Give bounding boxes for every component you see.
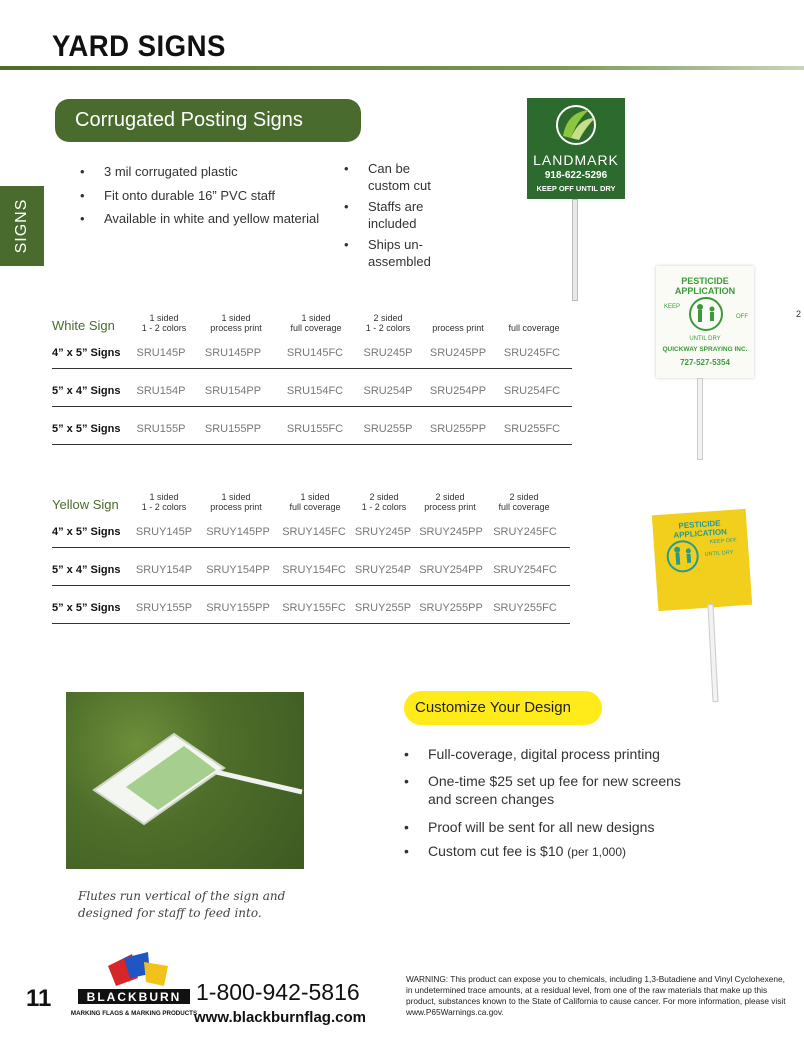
page-title: YARD SIGNS (52, 30, 226, 63)
feature-item: • Available in white and yellow material (104, 210, 319, 234)
table-header (52, 305, 572, 333)
sign-on-grass-photo (66, 692, 304, 869)
feature-item: • Fit onto durable 16” PVC staff (104, 187, 319, 211)
family-icon (664, 538, 702, 574)
column-header (415, 492, 485, 512)
sku-cell: SRUY145P (135, 526, 193, 538)
column-header (353, 313, 423, 333)
customize-item (428, 842, 688, 861)
sign-heading (656, 276, 754, 296)
column-header-line2: full coverage (289, 502, 341, 512)
size-cell: 4” x 5” Signs (52, 347, 121, 359)
column-header-line1: 2 sided (509, 492, 539, 502)
size-cell: 5” x 5” Signs (52, 602, 121, 614)
table-row (52, 586, 570, 624)
sign-stake (707, 604, 718, 702)
sku-cell: SRU155PP (204, 423, 262, 435)
margin-number: 2 (796, 309, 802, 319)
sku-cell: SRU245PP (429, 347, 487, 359)
column-header-line2: process print (432, 323, 484, 333)
sku-cell: SRUY155FC (282, 602, 346, 614)
column-header (201, 492, 271, 512)
logo-text: BLACKBURN (86, 990, 182, 1004)
sku-cell: SRUY245FC (493, 526, 557, 538)
column-header-line1: 1 sided (149, 492, 179, 502)
sku-cell: SRUY254FC (493, 564, 557, 576)
sku-cell: SRUY254P (354, 564, 412, 576)
landmark-sign-image (527, 98, 625, 199)
sign-phone: 727-527-5354 (680, 358, 730, 367)
sku-cell: SRU145PP (204, 347, 262, 359)
table-label: Yellow Sign (52, 497, 119, 512)
customize-list (428, 745, 688, 861)
column-header-line1: 2 sided (435, 492, 465, 502)
column-header (280, 492, 350, 512)
column-header (281, 313, 351, 333)
side-tab (0, 186, 44, 266)
section-title: Corrugated Posting Signs (55, 99, 361, 142)
feature-item: • Staffs are included (368, 198, 448, 232)
logo-subtext: MARKING FLAGS & MARKING PRODUCTS (70, 1010, 198, 1017)
column-header-line1: 1 sided (149, 313, 179, 323)
column-header-line1: 1 sided (221, 313, 251, 323)
column-header-line1: 2 sided (373, 313, 403, 323)
column-header-line2: 1 - 2 colors (365, 323, 411, 333)
sku-cell: SRUY245PP (419, 526, 483, 538)
sku-cell: SRUY154P (135, 564, 193, 576)
sku-cell: SRUY145PP (206, 526, 270, 538)
column-header-line2: process print (210, 502, 262, 512)
sku-cell: SRU255P (363, 423, 413, 435)
pesticide-white-sign-image (656, 266, 754, 378)
table-row (52, 333, 572, 369)
column-header (499, 313, 569, 333)
sku-cell: SRUY255FC (493, 602, 557, 614)
sku-cell: SRUY155P (135, 602, 193, 614)
column-header (349, 492, 419, 512)
yellow-sign-table (52, 484, 570, 624)
sign-heading-line2: APPLICATION (674, 286, 736, 296)
website-link[interactable]: www.blackburnflag.com (194, 1009, 366, 1026)
column-header-line1: 1 sided (301, 313, 331, 323)
column-header (489, 492, 559, 512)
column-header-line2: full coverage (508, 323, 560, 333)
sku-cell: SRU254PP (429, 385, 487, 397)
sign-keep: KEEP OFF (709, 537, 738, 546)
customize-item: • One-time $25 set up fee for new screens and screen changes (428, 772, 688, 808)
sku-cell: SRU255PP (429, 423, 487, 435)
sku-cell: SRUY154FC (282, 564, 346, 576)
sign-heading-line2: APPLICATION (673, 527, 728, 540)
photo-illustration (66, 692, 304, 869)
flags-icon (70, 952, 198, 1020)
table-label: White Sign (52, 318, 115, 333)
customize-item-text: Custom cut fee is $10 (428, 843, 564, 859)
column-header (201, 313, 271, 333)
size-cell: 5” x 4” Signs (52, 385, 121, 397)
table-row (52, 369, 572, 407)
feature-item: • Ships un-assembled (368, 236, 448, 270)
column-header-line2: process print (210, 323, 262, 333)
customize-item: • Full-coverage, digital process printing (428, 745, 688, 763)
sign-until: UNTIL DRY (704, 549, 734, 558)
title-divider (0, 66, 804, 70)
sku-cell: SRUY154PP (206, 564, 270, 576)
sku-cell: SRUY145FC (282, 526, 346, 538)
feature-item: • Can be custom cut (368, 160, 448, 194)
sign-company: QUICKWAY SPRAYING INC. (662, 346, 748, 353)
sku-cell: SRU154PP (204, 385, 262, 397)
column-header-line2: 1 - 2 colors (141, 502, 187, 512)
table-header (52, 484, 570, 512)
sign-off: OFF (736, 314, 748, 320)
sign-note: KEEP OFF UNTIL DRY (536, 184, 616, 193)
family-icon (686, 296, 726, 332)
column-header-line2: full coverage (498, 502, 550, 512)
column-header-line2: 1 - 2 colors (141, 323, 187, 333)
features-list-left (104, 163, 319, 234)
side-tab-label: SIGNS (13, 198, 30, 254)
sign-heading-line1: PESTICIDE (681, 276, 729, 286)
column-header (423, 313, 493, 333)
sku-cell: SRUY155PP (206, 602, 270, 614)
size-cell: 4” x 5” Signs (52, 526, 121, 538)
customize-heading: Customize Your Design (404, 691, 602, 725)
pesticide-yellow-sign-image (652, 509, 752, 611)
customize-item: • Proof will be sent for all new designs (428, 818, 688, 836)
sign-brand: LANDMARK (533, 152, 619, 168)
features-list-right (368, 160, 448, 274)
column-header-line1: 1 sided (300, 492, 330, 502)
sku-cell: SRU254FC (503, 385, 561, 397)
column-header-line2: process print (424, 502, 476, 512)
page-number: 11 (26, 985, 52, 1012)
size-cell: 5” x 4” Signs (52, 564, 121, 576)
sign-phone: 918-622-5296 (544, 170, 608, 181)
sku-cell: SRUY245P (354, 526, 412, 538)
prop65-warning: WARNING: This product can expose you to chemicals, including 1,3-Butadiene and Vinyl Cyclohexene, in undetermined trace amounts, at a residual level, from one of the raw materials that make up this product, substances known to the State of California to cause cancer. For more information, please visit www.P65Warnings.ca.gov. (406, 974, 786, 1017)
customize-item-note: (per 1,000) (567, 845, 626, 859)
feature-item: • 3 mil corrugated plastic (104, 163, 319, 187)
sku-cell: SRU155FC (286, 423, 344, 435)
sku-cell: SRUY255P (354, 602, 412, 614)
column-header (129, 313, 199, 333)
sign-stake (572, 199, 578, 301)
sku-cell: SRU145P (136, 347, 186, 359)
column-header (129, 492, 199, 512)
sku-cell: SRU154P (136, 385, 186, 397)
table-row (52, 548, 570, 586)
sku-cell: SRUY254PP (419, 564, 483, 576)
sku-cell: SRU154FC (286, 385, 344, 397)
sign-heading-line1: PESTICIDE (678, 518, 721, 531)
white-sign-table (52, 305, 572, 445)
sign-stake (697, 378, 703, 460)
phone-number[interactable]: 1-800-942-5816 (196, 979, 360, 1005)
sku-cell: SRU254P (363, 385, 413, 397)
photo-caption: Flutes run vertical of the sign and designed for staff to feed into. (78, 889, 286, 920)
table-row (52, 512, 570, 548)
sku-cell: SRU245P (363, 347, 413, 359)
sku-cell: SRU155P (136, 423, 186, 435)
size-cell: 5” x 5” Signs (52, 423, 121, 435)
sku-cell: SRU145FC (286, 347, 344, 359)
table-row (52, 407, 572, 445)
sku-cell: SRU255FC (503, 423, 561, 435)
sku-cell: SRUY255PP (419, 602, 483, 614)
column-header-line2: full coverage (290, 323, 342, 333)
sign-until: UNTIL DRY (689, 336, 721, 342)
column-header-line2: 1 - 2 colors (361, 502, 407, 512)
column-header-line1: 1 sided (221, 492, 251, 502)
sku-cell: SRU245FC (503, 347, 561, 359)
blackburn-logo[interactable] (70, 952, 198, 1020)
column-header-line1: 2 sided (369, 492, 399, 502)
sign-keep: KEEP (664, 304, 681, 310)
